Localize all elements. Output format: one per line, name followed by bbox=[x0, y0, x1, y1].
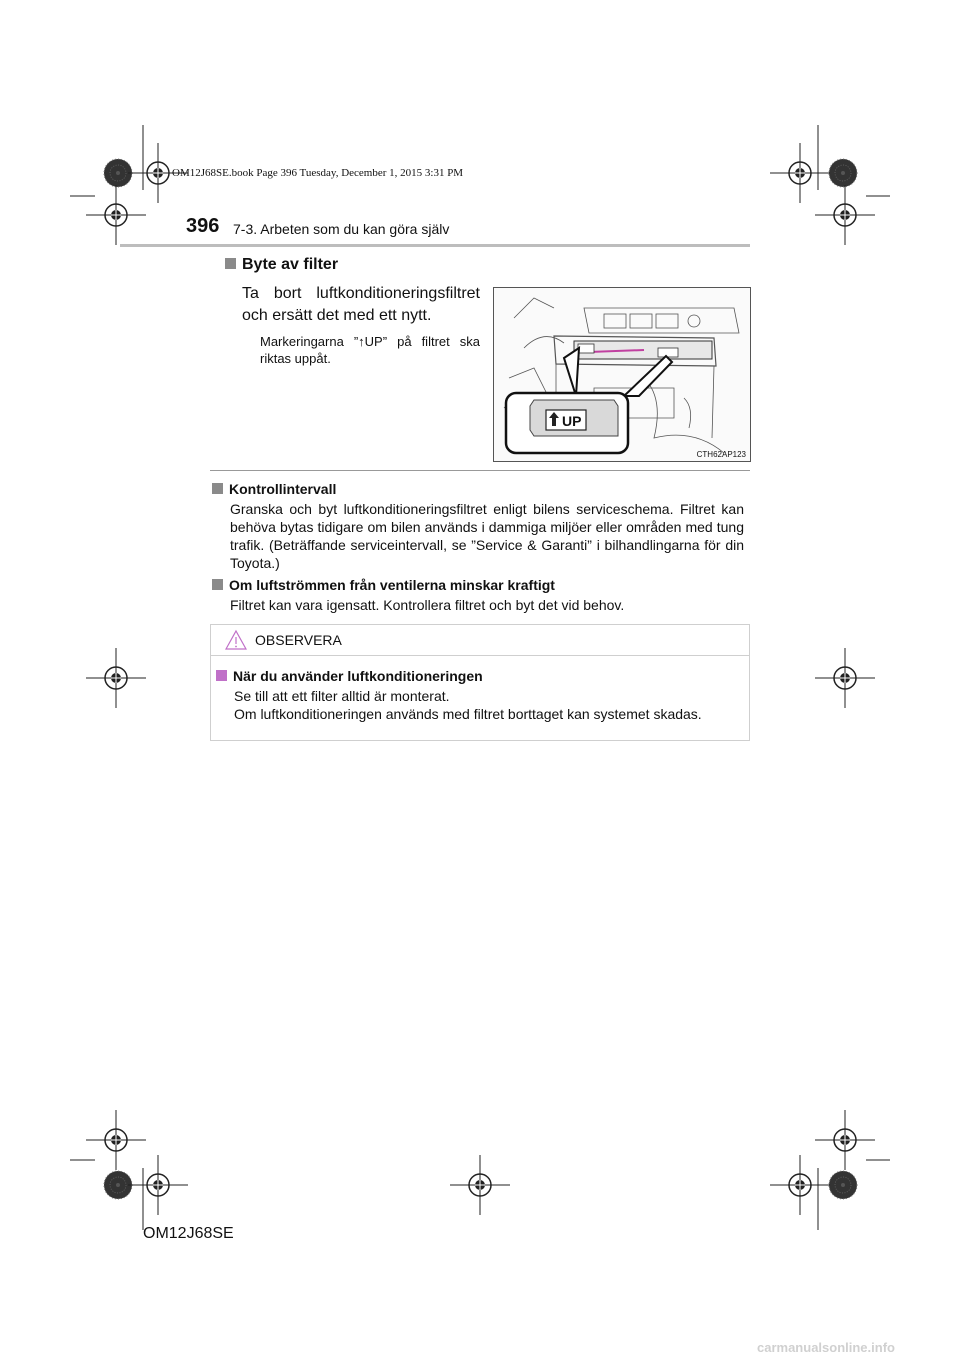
notice-title: När du använder luftkonditioneringen bbox=[216, 668, 744, 684]
square-bullet-icon bbox=[212, 579, 223, 590]
filter-illustration bbox=[494, 288, 750, 461]
item-text: Filtret kan vara igensatt. Kontrollera filtret och byt det vid behov. bbox=[230, 597, 625, 613]
square-bullet-icon bbox=[212, 483, 223, 494]
item-luftstrom bbox=[212, 577, 744, 614]
section-title: 7-3. Arbeten som du kan göra själv bbox=[233, 221, 450, 237]
book-file-line: OM12J68SE.book Page 396 Tuesday, December 1, 2015 3:31 PM bbox=[172, 167, 464, 179]
section-divider bbox=[210, 470, 750, 471]
watermark: carmanualsonline.info bbox=[757, 1340, 895, 1355]
filter-note: Markeringarna ”↑UP” på filtret ska riktas uppåt. bbox=[260, 334, 480, 366]
notice-text bbox=[234, 687, 744, 723]
notice-body bbox=[216, 668, 744, 723]
item-text: Granska och byt luftkonditioneringsfiltret enligt bilens serviceschema. Filtret kan behöva bytas tidigare om bilen används i dammiga miljöer eller områden med tung trafik. (Beträffande serviceintervall, se ”Service & Garanti” i bilhandlingarna för din Toyota.) bbox=[230, 501, 744, 571]
notice-line-2: Om luftkonditioneringen används med filtret borttaget kan systemet skadas. bbox=[234, 706, 702, 722]
item-title: Om luftströmmen från ventilerna minskar kraftigt bbox=[212, 577, 744, 593]
filter-instruction: Ta bort luftkonditioneringsfiltret och ersätt det med ett nytt. bbox=[242, 285, 480, 324]
notice-line-1: Se till att ett filter alltid är monterat. bbox=[234, 688, 450, 704]
filter-section-title-text: Byte av filter bbox=[242, 256, 339, 273]
figure-label: CTH62AP123 bbox=[696, 450, 746, 459]
notice-header bbox=[211, 625, 749, 656]
figure-up-marker: UP bbox=[562, 413, 582, 429]
square-bullet-icon bbox=[216, 670, 227, 681]
page-number: 396 bbox=[186, 215, 220, 237]
square-bullet-icon bbox=[225, 258, 236, 269]
warning-triangle-icon bbox=[225, 629, 247, 651]
notice-box bbox=[210, 624, 750, 741]
notice-heading: OBSERVERA bbox=[255, 632, 342, 648]
filter-section-title bbox=[225, 256, 338, 274]
item-kontrollintervall bbox=[212, 481, 744, 572]
header-rule bbox=[120, 244, 750, 247]
item-title: Kontrollintervall bbox=[212, 481, 744, 497]
filter-figure bbox=[493, 287, 751, 462]
footer-code: OM12J68SE bbox=[143, 1225, 234, 1242]
